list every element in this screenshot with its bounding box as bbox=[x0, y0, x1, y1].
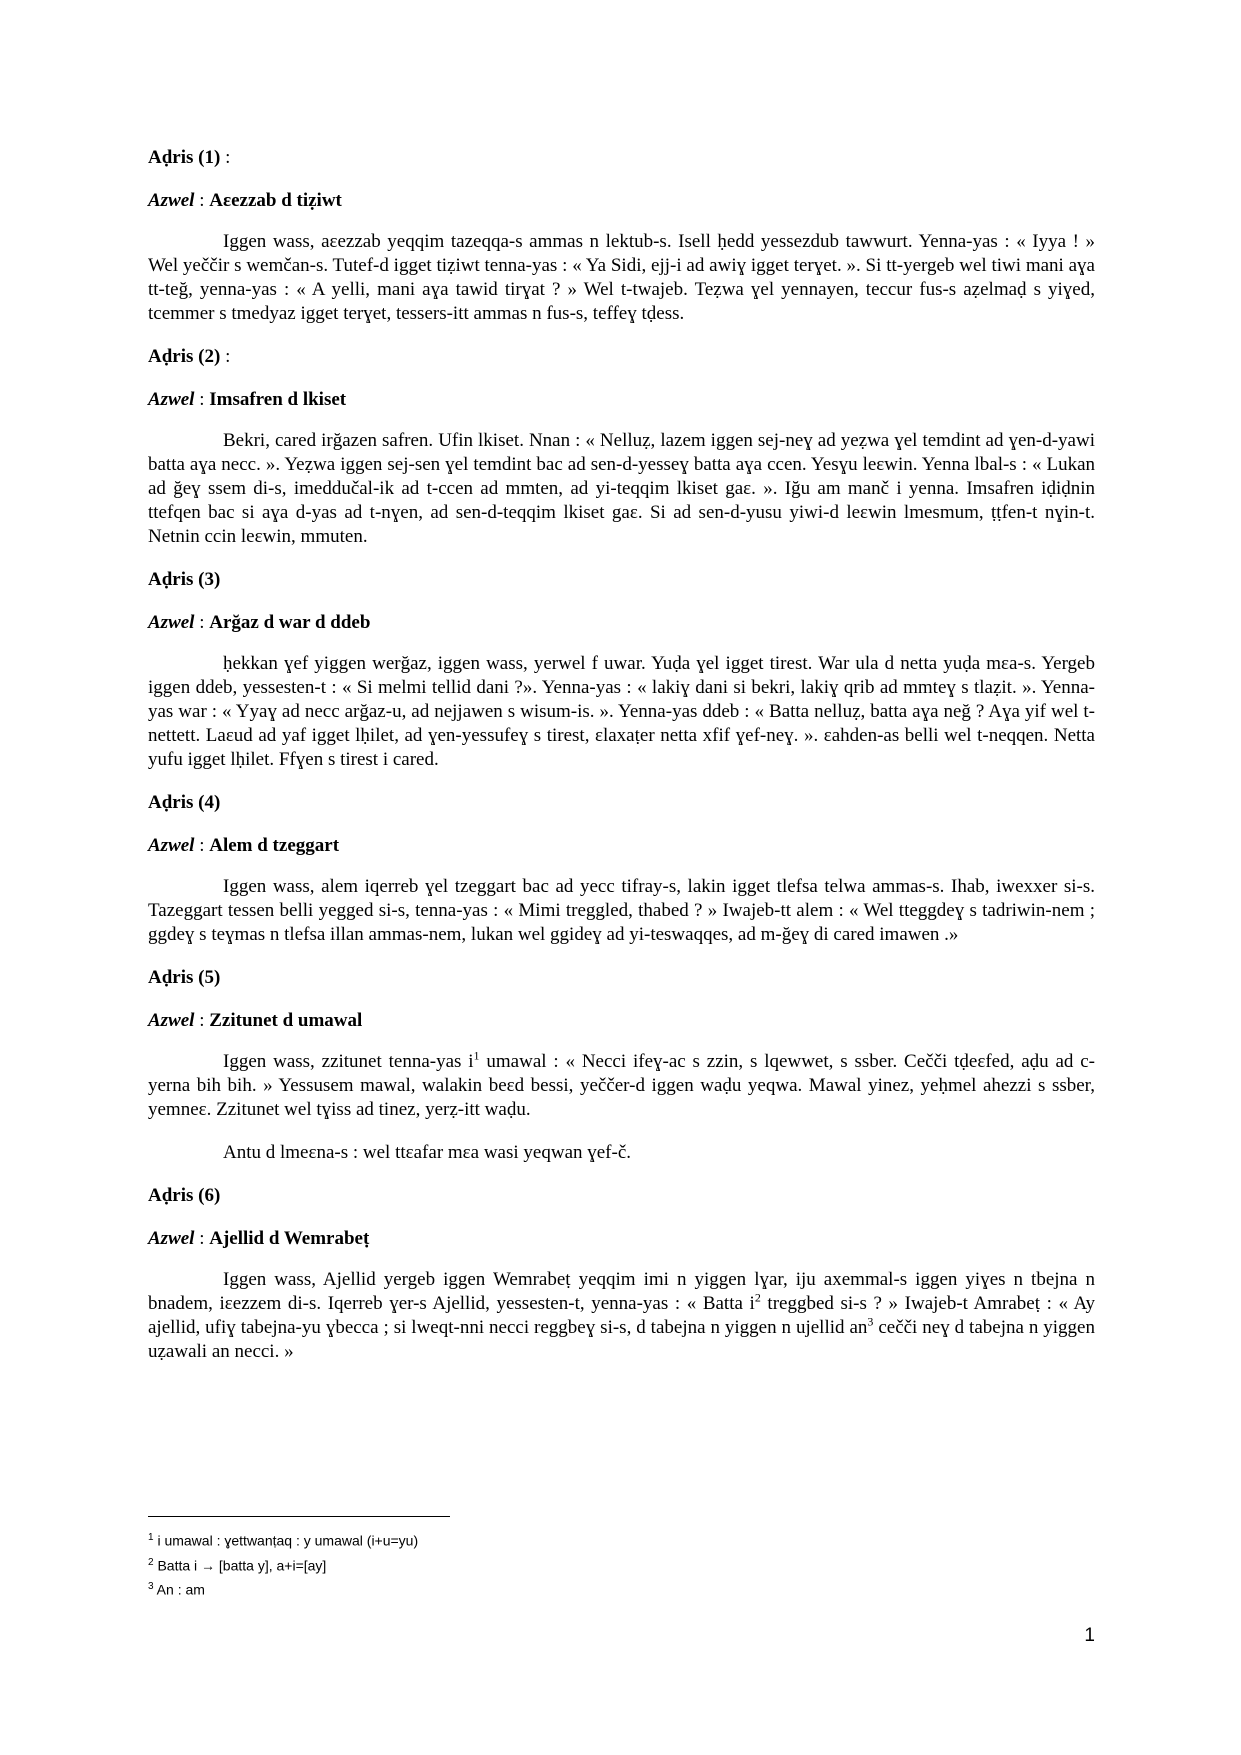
footnote-text: Batta i → [batta y], a+i=[ay] bbox=[153, 1557, 327, 1574]
section-title: Arğaz d war d ddeb bbox=[209, 612, 371, 633]
footnote-item bbox=[148, 1576, 748, 1601]
azwel-label: Azwel bbox=[148, 389, 195, 410]
paragraph-text: treggbed si-s ? » Iwajeb-t Amrabeṭ : « Ay ajellid, ufiɣ tabejna-yu ɣbecca ; si lweqt-nni necci reggbeɣ si-s, d tabejna n yiggen n ujellid an bbox=[148, 1293, 1096, 1338]
document-body bbox=[148, 146, 1095, 1383]
footnote-number: 3 bbox=[148, 1581, 154, 1593]
section-title-line bbox=[148, 611, 1095, 635]
paragraph-text: umawal : « Necci ifeɣ-ac s zzin, s lqewwet, s ssber. Cečči tḍeεfed, aḍu ad c-yerna bih bih. » Yessusem mawal, walakin beεd bessi, yeččer-d iggen waḍu yeqwa. Mawal yinez, yeḥmel ahezzi s ssber, yemneε. Zzitunet wel tɣiss ad tinez, yerẓ-itt waḍu. bbox=[148, 1051, 1095, 1120]
paragraph-text: Iggen wass, Ajellid yergeb iggen Wemrabeṭ yeqqim imi n yiggen lɣar, iju axemmal-s iggen yiɣes n tbejna n bnadem, iεezzem di-s. Iqerreb ɣer-s Ajellid, yessesten-t, yenna-yas : « Batta i bbox=[148, 1269, 1095, 1314]
section-title-line bbox=[148, 834, 1095, 858]
section-title: Alem d tzeggart bbox=[209, 835, 340, 856]
section-heading bbox=[148, 568, 1095, 592]
section-heading bbox=[148, 1184, 1095, 1208]
footnote-divider bbox=[148, 1516, 450, 1517]
section-heading bbox=[148, 146, 1095, 170]
moral-paragraph: Antu d lmeεna-s : wel ttεafar mεa wasi yeqwan ɣef-č. bbox=[223, 1142, 632, 1163]
azwel-label: Azwel bbox=[148, 190, 195, 211]
section-title: Imsafren d lkiset bbox=[209, 389, 347, 410]
footnote-ref[interactable]: 1 bbox=[473, 1048, 480, 1063]
section-heading-suffix: : bbox=[220, 147, 231, 168]
section-heading-label: Aḍris (3) bbox=[148, 569, 221, 590]
section-paragraph: Bekri, cared irğazen safren. Ufin lkiset. Nnan : « Nelluẓ, lazem iggen sej-neɣ ad yeẓwa ɣel temdint ad ɣen-d-yawi batta aɣa necc. ». Yeẓwa iggen sej-sen ɣel temdint bac ad sen-d-yesseɣ batta aɣa ccen. Yesɣu leεwin. Yenna lbal-s : « Lukan ad ğeɣ ssem di-s, imeddučal-ik ad t-ccen ad mmten, ad yi-teqqim lkiset gaε. ». Iğu am manč i yenna. Imsafren iḍiḍnin ttefqen bac si aɣa d-yas ad t-nɣen, ad sen-d-teqqim lkiset gaε. Si ad sen-d-yusu yiwi-d leεwin lmesmum, ṭṭfen-t nɣin-t. Netnin ccin leεwin, mmuten. bbox=[148, 430, 1095, 547]
title-separator: : bbox=[194, 835, 210, 856]
section-title-line bbox=[148, 1009, 1095, 1033]
page-number: 1 bbox=[1084, 1625, 1095, 1646]
section-heading-label: Aḍris (6) bbox=[148, 1185, 221, 1206]
section-heading bbox=[148, 966, 1095, 990]
section-heading-label: Aḍris (2) bbox=[148, 346, 221, 367]
section-heading bbox=[148, 791, 1095, 815]
section-heading-label: Aḍris (4) bbox=[148, 792, 221, 813]
footnote-number: 1 bbox=[148, 1532, 154, 1543]
section-paragraph: ḥekkan ɣef yiggen werğaz, iggen wass, yerwel f uwar. Yuḍa ɣel igget tirest. War ula d netta yuḍa mεa-s. Yergeb iggen ddeb, yessesten-t : « Si melmi tellid dani ?». Yenna-yas : « lakiɣ dani si bekri, lakiɣ qrib ad mmteɣ s tlaẓit. ». Yenna-yas war : « Yyaɣ ad necc arğaz-u, ad nejjawen s wisum-is. ». Yenna-yas ddeb : « Batta nelluẓ, batta aɣa neğ ? Aɣa yif wel t-nettett. Laεud ad yaf igget lḥilet, ad ɣen-yessufeɣ s tirest, εlaxaṭer netta xfif ɣef-neɣ. ». εahden-as belli wel t-neqqen. Netta yufu igget lḥilet. Ffɣen s tirest i cared. bbox=[148, 653, 1095, 770]
section-title-line bbox=[148, 388, 1095, 412]
section-heading-label: Aḍris (1) bbox=[148, 147, 221, 168]
paragraph-text: Iggen wass, zzitunet tenna-yas i bbox=[223, 1051, 474, 1072]
title-separator: : bbox=[194, 1228, 210, 1249]
title-separator: : bbox=[194, 1010, 210, 1031]
section-heading-suffix: : bbox=[220, 346, 231, 367]
footnote-ref[interactable]: 2 bbox=[754, 1290, 761, 1305]
section-paragraph: Iggen wass, alem iqerreb ɣel tzeggart bac ad yecc tifray-s, lakin igget tlefsa telwa ammas-s. Ihab, iwexxer si-s. Tazeggart tessen belli yegged si-s, tenna-yas : « Mimi treggled, thabed ? » Iwajeb-tt alem : « Wel tteggdeɣ s tadriwin-nem ; ggdeɣ s teɣmas n tlefsa illan ammas-nem, lukan wel ggideɣ ad yi-teswaqqes, ad m-ğeɣ di cared imawen .» bbox=[148, 876, 1095, 945]
title-separator: : bbox=[194, 190, 210, 211]
section-heading bbox=[148, 345, 1095, 369]
title-separator: : bbox=[194, 612, 210, 633]
section-title: Ajellid d Wemrabeṭ bbox=[209, 1228, 370, 1249]
paragraph-text: cečči neɣ d tabejna n yiggen uẓawali an necci. » bbox=[148, 1317, 1095, 1362]
footnotes bbox=[148, 1516, 748, 1601]
section-paragraph bbox=[148, 1050, 1095, 1122]
section-title: Aεezzab d tiẓiwt bbox=[209, 190, 342, 211]
azwel-label: Azwel bbox=[148, 1010, 195, 1031]
section-paragraph bbox=[148, 1268, 1095, 1364]
section-heading-label: Aḍris (5) bbox=[148, 967, 221, 988]
section-title: Zzitunet d umawal bbox=[209, 1010, 363, 1031]
section-title-line bbox=[148, 189, 1095, 213]
footnote-item bbox=[148, 1527, 748, 1552]
title-separator: : bbox=[194, 389, 210, 410]
footnote-text: An : am bbox=[153, 1581, 205, 1598]
footnote-item bbox=[148, 1552, 748, 1577]
footnote-text: i umawal : ɣettwanṭaq : y umawal (i+u=yu) bbox=[153, 1532, 419, 1549]
azwel-label: Azwel bbox=[148, 1228, 195, 1249]
azwel-label: Azwel bbox=[148, 835, 195, 856]
footnote-ref[interactable]: 3 bbox=[867, 1314, 874, 1329]
section-paragraph: Iggen wass, aεezzab yeqqim tazeqqa-s ammas n lektub-s. Isell ḥedd yessezdub tawwurt. Yenna-yas : « Iyya ! » Wel yeččir s wemčan-s. Tutef-d igget tiẓiwt tenna-yas : « Ya Sidi, ejj-i ad awiɣ igget terɣet. ». Si tt-yergeb wel tiwi mani aɣa tt-teğ, yenna-yas : « A yelli, mani aɣa tawid tirɣat ? » Wel t-twajeb. Teẓwa ɣel yennayen, teccur fus-s aẓelmaḍ s yiɣed, tcemmer s tmedyaz igget terɣet, tessers-itt ammas n fus-s, teffeɣ tḍess. bbox=[148, 231, 1095, 324]
footnote-number: 2 bbox=[148, 1556, 154, 1568]
section-title-line bbox=[148, 1227, 1095, 1251]
azwel-label: Azwel bbox=[148, 612, 195, 633]
